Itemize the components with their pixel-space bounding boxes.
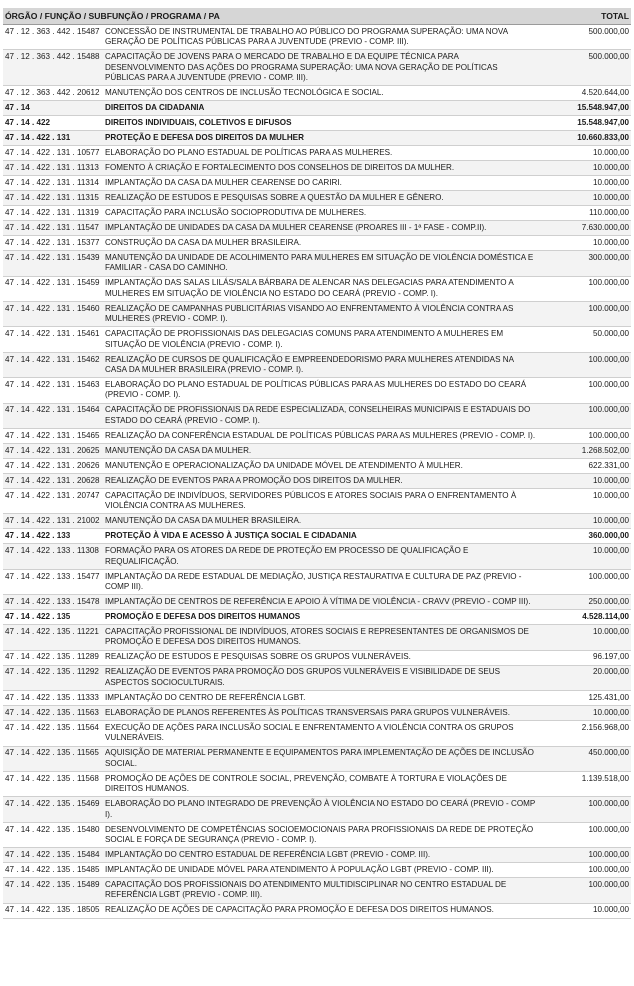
row-description: REALIZAÇÃO DE AÇÕES DE CAPACITAÇÃO PARA PROMOÇÃO E DEFESA DOS DIREITOS HUMANOS.: [103, 903, 539, 918]
row-code: 47 . 14 . 422 . 131 . 11547: [3, 221, 103, 236]
row-total: 100.000,00: [539, 822, 631, 847]
row-total: 110.000,00: [539, 206, 631, 221]
table-row: [3, 544, 631, 569]
table-row: [3, 625, 631, 650]
row-description: IMPLANTAÇÃO DE CENTROS DE REFERÊNCIA E APOIO À VÍTIMA DE VIOLÊNCIA - CRAVV (PREVIO - COMP III).: [103, 595, 539, 610]
row-code: 47 . 14 . 422 . 135 . 15489: [3, 878, 103, 903]
row-code: 47 . 14 . 422 . 131 . 15439: [3, 251, 103, 276]
table-row: [3, 378, 631, 403]
row-total: 250.000,00: [539, 595, 631, 610]
table-row: [3, 327, 631, 352]
table-row: [3, 771, 631, 796]
row-description: IMPLANTAÇÃO DAS SALAS LILÁS/SALA BÁRBARA DE ALENCAR NAS DELEGACIAS PARA ATENDIMENTO A MULHERES EM SITUAÇÃO DE VIOLÊNCIA NO ESTADO DO CEARÁ (PREVIO - COMP. I).: [103, 276, 539, 301]
table-row: [3, 221, 631, 236]
table-row: [3, 650, 631, 665]
row-total: 10.000,00: [539, 706, 631, 721]
row-total: 10.000,00: [539, 625, 631, 650]
table-row: [3, 514, 631, 529]
table-row-group: [3, 101, 631, 116]
row-total: 450.000,00: [539, 746, 631, 771]
row-total: 10.000,00: [539, 161, 631, 176]
table-row: [3, 86, 631, 101]
table-row: [3, 444, 631, 459]
table-row: [3, 848, 631, 863]
row-code: 47 . 14 . 422 . 131 . 15461: [3, 327, 103, 352]
row-code: 47 . 14 . 422 . 131 . 11319: [3, 206, 103, 221]
table-row: [3, 146, 631, 161]
row-code: 47 . 14 . 422 . 131 . 15464: [3, 403, 103, 428]
row-total: 1.139.518,00: [539, 771, 631, 796]
row-description: FORMAÇÃO PARA OS ATORES DA REDE DE PROTEÇÃO EM PROCESSO DE QUALIFICAÇÃO E REQUALIFICAÇÃO.: [103, 544, 539, 569]
table-row: [3, 302, 631, 327]
row-total: 1.268.502,00: [539, 444, 631, 459]
row-code: 47 . 14 . 422 . 135 . 11289: [3, 650, 103, 665]
table-row: [3, 721, 631, 746]
row-description: ELABORAÇÃO DO PLANO ESTADUAL DE POLÍTICAS PÚBLICAS PARA AS MULHERES DO ESTADO DO CEARÁ (PREVIO - COMP. I).: [103, 378, 539, 403]
row-description: FOMENTO À CRIAÇÃO E FORTALECIMENTO DOS CONSELHOS DE DIREITOS DA MULHER.: [103, 161, 539, 176]
row-code: 47 . 14 . 422 . 131 . 11315: [3, 191, 103, 206]
row-total: 4.528.114,00: [539, 610, 631, 625]
table-row: [3, 569, 631, 594]
row-description: EXECUÇÃO DE AÇÕES PARA INCLUSÃO SOCIAL E ENFRENTAMENTO A VIOLÊNCIA CONTRA OS GRUPOS VULNERÁVEIS.: [103, 721, 539, 746]
row-total: 20.000,00: [539, 665, 631, 690]
row-description: REALIZAÇÃO DE ESTUDOS E PESQUISAS SOBRE A QUESTÃO DA MULHER E GÊNERO.: [103, 191, 539, 206]
row-total: 100.000,00: [539, 352, 631, 377]
row-total: 360.000,00: [539, 529, 631, 544]
table-row: [3, 191, 631, 206]
table-row: [3, 161, 631, 176]
table-row-group: [3, 131, 631, 146]
row-description: MANUTENÇÃO E OPERACIONALIZAÇÃO DA UNIDADE MÓVEL DE ATENDIMENTO À MULHER.: [103, 459, 539, 474]
table-row: [3, 176, 631, 191]
row-description: PROTEÇÃO E DEFESA DOS DIREITOS DA MULHER: [103, 131, 539, 146]
table-row: [3, 206, 631, 221]
row-total: 100.000,00: [539, 429, 631, 444]
row-code: 47 . 14 . 422 . 131 . 20625: [3, 444, 103, 459]
row-description: CONSTRUÇÃO DA CASA DA MULHER BRASILEIRA.: [103, 236, 539, 251]
row-total: 15.548.947,00: [539, 101, 631, 116]
row-total: 7.630.000,00: [539, 221, 631, 236]
row-code: 47 . 14 . 422 . 131 . 15459: [3, 276, 103, 301]
row-code: 47 . 14 . 422 . 131 . 15460: [3, 302, 103, 327]
row-description: ELABORAÇÃO DE PLANOS REFERENTES ÀS POLÍTICAS TRANSVERSAIS PARA GRUPOS VULNERÁVEIS.: [103, 706, 539, 721]
row-description: REALIZAÇÃO DE EVENTOS PARA PROMOÇÃO DOS GRUPOS VULNERÁVEIS E VISIBILIDADE DE SEUS ASPECTOS SOCIOCULTURAIS.: [103, 665, 539, 690]
row-description: IMPLANTAÇÃO DO CENTRO ESTADUAL DE REFERÊNCIA LGBT (PREVIO - COMP. III).: [103, 848, 539, 863]
row-code: 47 . 12 . 363 . 442 . 15487: [3, 25, 103, 50]
row-total: 50.000,00: [539, 327, 631, 352]
row-description: AQUISIÇÃO DE MATERIAL PERMANENTE E EQUIPAMENTOS PARA IMPLEMENTAÇÃO DE AÇÕES DE INCLUSÃO SOCIAL.: [103, 746, 539, 771]
row-description: DIREITOS INDIVIDUAIS, COLETIVOS E DIFUSOS: [103, 116, 539, 131]
row-description: MANUTENÇÃO DA CASA DA MULHER.: [103, 444, 539, 459]
table-row: [3, 691, 631, 706]
table-row-group: [3, 116, 631, 131]
row-description: PROMOÇÃO DE AÇÕES DE CONTROLE SOCIAL, PREVENÇÃO, COMBATE À TORTURA E VIOLAÇÕES DE DIREITOS HUMANOS.: [103, 771, 539, 796]
row-code: 47 . 14 . 422 . 133: [3, 529, 103, 544]
table-row-group: [3, 610, 631, 625]
table-row: [3, 746, 631, 771]
row-code: 47 . 14 . 422 . 135 . 18505: [3, 903, 103, 918]
row-code: 47 . 14 . 422 . 133 . 15478: [3, 595, 103, 610]
row-code: 47 . 14 . 422 . 135 . 11564: [3, 721, 103, 746]
header-code-label: ÓRGÃO / FUNÇÃO / SUBFUNÇÃO / PROGRAMA / PA: [3, 8, 539, 25]
row-description: CAPACITAÇÃO DE JOVENS PARA O MERCADO DE TRABALHO E DA EQUIPE TÉCNICA PARA DESENVOLVIMENTO DAS AÇÕES DO PROGRAMA SUPERAÇÃO: UMA NOVA GERAÇÃO DE POLÍTICAS PÚBLICAS PARA A JUVENTUDE (PREVIO - COMP. III).: [103, 50, 539, 86]
row-description: IMPLANTAÇÃO DE UNIDADES DA CASA DA MULHER CEARENSE (PROARES III - 1ª FASE - COMP.II).: [103, 221, 539, 236]
table-row: [3, 822, 631, 847]
row-total: 10.000,00: [539, 514, 631, 529]
table-row: [3, 474, 631, 489]
table-row: [3, 352, 631, 377]
table-row: [3, 251, 631, 276]
row-description: DIREITOS DA CIDADANIA: [103, 101, 539, 116]
row-code: 47 . 14 . 422 . 131 . 20628: [3, 474, 103, 489]
table-body: [3, 25, 631, 919]
row-description: ELABORAÇÃO DO PLANO INTEGRADO DE PREVENÇÃO À VIOLÊNCIA NO ESTADO DO CEARÁ (PREVIO - COMP I).: [103, 797, 539, 822]
row-description: IMPLANTAÇÃO DA CASA DA MULHER CEARENSE DO CARIRI.: [103, 176, 539, 191]
row-total: 2.156.968,00: [539, 721, 631, 746]
row-code: 47 . 14 . 422 . 135 . 11221: [3, 625, 103, 650]
row-description: REALIZAÇÃO DE EVENTOS PARA A PROMOÇÃO DOS DIREITOS DA MULHER.: [103, 474, 539, 489]
row-total: 10.000,00: [539, 903, 631, 918]
row-total: 100.000,00: [539, 403, 631, 428]
table-row: [3, 489, 631, 514]
row-total: 100.000,00: [539, 797, 631, 822]
table-row: [3, 878, 631, 903]
budget-table-container: [3, 8, 631, 919]
row-code: 47 . 14: [3, 101, 103, 116]
row-total: 10.660.833,00: [539, 131, 631, 146]
table-row: [3, 706, 631, 721]
row-description: DESENVOLVIMENTO DE COMPETÊNCIAS SOCIOEMOCIONAIS PARA PROFISSIONAIS DA REDE DE PROTEÇÃO SOCIAL E FORÇA DE SEGURANÇA (PREVIO - COMP. I).: [103, 822, 539, 847]
row-total: 300.000,00: [539, 251, 631, 276]
table-row-group: [3, 529, 631, 544]
row-total: 100.000,00: [539, 302, 631, 327]
row-code: 47 . 14 . 422 . 135 . 11333: [3, 691, 103, 706]
row-total: 100.000,00: [539, 878, 631, 903]
row-description: CAPACITAÇÃO DOS PROFISSIONAIS DO ATENDIMENTO MULTIDISCIPLINAR NO CENTRO ESTADUAL DE REFERÊNCIA LGBT (PREVIO - COMP. III).: [103, 878, 539, 903]
row-description: ELABORAÇÃO DO PLANO ESTADUAL DE POLÍTICAS PARA AS MULHERES.: [103, 146, 539, 161]
row-description: MANUTENÇÃO DA CASA DA MULHER BRASILEIRA.: [103, 514, 539, 529]
row-total: 15.548.947,00: [539, 116, 631, 131]
row-total: 100.000,00: [539, 848, 631, 863]
row-description: REALIZAÇÃO DE CURSOS DE QUALIFICAÇÃO E EMPREENDEDORISMO PARA MULHERES ATENDIDAS NA CASA DA MULHER BRASILEIRA (PREVIO - COMP. I).: [103, 352, 539, 377]
table-row: [3, 863, 631, 878]
row-code: 47 . 14 . 422 . 135 . 15485: [3, 863, 103, 878]
table-row: [3, 797, 631, 822]
table-header-row: [3, 8, 631, 25]
row-total: 4.520.644,00: [539, 86, 631, 101]
row-description: REALIZAÇÃO DA CONFERÊNCIA ESTADUAL DE POLÍTICAS PÚBLICAS PARA AS MULHERES (PREVIO - COMP. I).: [103, 429, 539, 444]
table-row: [3, 50, 631, 86]
row-code: 47 . 12 . 363 . 442 . 15488: [3, 50, 103, 86]
table-row: [3, 903, 631, 918]
row-description: CAPACITAÇÃO DE INDIVÍDUOS, SERVIDORES PÚBLICOS E ATORES SOCIAIS PARA O ENFRENTAMENTO À VIOLÊNCIA CONTRA AS MULHERES.: [103, 489, 539, 514]
row-code: 47 . 14 . 422 . 131 . 15377: [3, 236, 103, 251]
row-description: MANUTENÇÃO DOS CENTROS DE INCLUSÃO TECNOLÓGICA E SOCIAL.: [103, 86, 539, 101]
table-row: [3, 459, 631, 474]
row-total: 100.000,00: [539, 276, 631, 301]
row-code: 47 . 12 . 363 . 442 . 20612: [3, 86, 103, 101]
row-code: 47 . 14 . 422 . 135 . 11565: [3, 746, 103, 771]
table-row: [3, 25, 631, 50]
row-code: 47 . 14 . 422 . 131 . 21002: [3, 514, 103, 529]
row-total: 10.000,00: [539, 176, 631, 191]
row-description: PROMOÇÃO E DEFESA DOS DIREITOS HUMANOS: [103, 610, 539, 625]
row-total: 622.331,00: [539, 459, 631, 474]
row-code: 47 . 14 . 422 . 131 . 15463: [3, 378, 103, 403]
row-total: 10.000,00: [539, 474, 631, 489]
row-total: 100.000,00: [539, 863, 631, 878]
table-row: [3, 403, 631, 428]
row-description: IMPLANTAÇÃO DO CENTRO DE REFERÊNCIA LGBT.: [103, 691, 539, 706]
row-description: CAPACITAÇÃO PROFISSIONAL DE INDIVÍDUOS, ATORES SOCIAIS E REPRESENTANTES DE ORGANISMOS DE PROMOÇÃO E DEFESA DOS DIREITOS HUMANOS.: [103, 625, 539, 650]
table-row: [3, 595, 631, 610]
row-description: PROTEÇÃO À VIDA E ACESSO À JUSTIÇA SOCIAL E CIDADANIA: [103, 529, 539, 544]
row-code: 47 . 14 . 422 . 135 . 11568: [3, 771, 103, 796]
row-total: 100.000,00: [539, 569, 631, 594]
row-total: 10.000,00: [539, 191, 631, 206]
row-code: 47 . 14 . 422 . 131 . 15465: [3, 429, 103, 444]
row-code: 47 . 14 . 422 . 135 . 15480: [3, 822, 103, 847]
row-code: 47 . 14 . 422 . 131: [3, 131, 103, 146]
table-row: [3, 236, 631, 251]
row-total: 10.000,00: [539, 236, 631, 251]
row-total: 500.000,00: [539, 50, 631, 86]
table-row: [3, 276, 631, 301]
row-description: REALIZAÇÃO DE ESTUDOS E PESQUISAS SOBRE OS GRUPOS VULNERÁVEIS.: [103, 650, 539, 665]
row-code: 47 . 14 . 422 . 133 . 11308: [3, 544, 103, 569]
row-code: 47 . 14 . 422 . 131 . 15462: [3, 352, 103, 377]
row-code: 47 . 14 . 422 . 131 . 10577: [3, 146, 103, 161]
row-description: IMPLANTAÇÃO DE UNIDADE MÓVEL PARA ATENDIMENTO À POPULAÇÃO LGBT (PREVIO - COMP. III).: [103, 863, 539, 878]
row-total: 96.197,00: [539, 650, 631, 665]
header-total-label: TOTAL: [539, 8, 631, 25]
row-description: CAPACITAÇÃO DE PROFISSIONAIS DAS DELEGACIAS COMUNS PARA ATENDIMENTO A MULHERES EM SITUAÇÃO DE VIOLÊNCIA (PREVIO - COMP. I).: [103, 327, 539, 352]
row-description: CAPACITAÇÃO DE PROFISSIONAIS DA REDE ESPECIALIZADA, CONSELHEIRAS MUNICIPAIS E ESTADUAIS DO ESTADO DO CEARÁ (PREVIO - COMP. I).: [103, 403, 539, 428]
row-code: 47 . 14 . 422 . 135: [3, 610, 103, 625]
row-description: REALIZAÇÃO DE CAMPANHAS PUBLICITÁRIAS VISANDO AO ENFRENTAMENTO À VIOLÊNCIA CONTRA AS MULHERES (PREVIO - COMP. I).: [103, 302, 539, 327]
row-code: 47 . 14 . 422 . 135 . 15484: [3, 848, 103, 863]
row-total: 10.000,00: [539, 544, 631, 569]
table-row: [3, 429, 631, 444]
row-code: 47 . 14 . 422 . 131 . 11314: [3, 176, 103, 191]
row-description: MANUTENÇÃO DA UNIDADE DE ACOLHIMENTO PARA MULHERES EM SITUAÇÃO DE VIOLÊNCIA DOMÉSTICA E FAMILIAR - CASA DO CAMINHO.: [103, 251, 539, 276]
row-total: 125.431,00: [539, 691, 631, 706]
row-total: 100.000,00: [539, 378, 631, 403]
row-description: IMPLANTAÇÃO DA REDE ESTADUAL DE MEDIAÇÃO, JUSTIÇA RESTAURATIVA E CULTURA DE PAZ (PREVIO - COMP III).: [103, 569, 539, 594]
row-code: 47 . 14 . 422 . 135 . 11292: [3, 665, 103, 690]
table-row: [3, 665, 631, 690]
row-total: 10.000,00: [539, 489, 631, 514]
row-total: 500.000,00: [539, 25, 631, 50]
row-total: 10.000,00: [539, 146, 631, 161]
row-code: 47 . 14 . 422 . 131 . 20747: [3, 489, 103, 514]
row-code: 47 . 14 . 422 . 131 . 20626: [3, 459, 103, 474]
row-description: CONCESSÃO DE INSTRUMENTAL DE TRABALHO AO PÚBLICO DO PROGRAMA SUPERAÇÃO: UMA NOVA GERAÇÃO DE POLÍTICAS PÚBLICAS PARA A JUVENTUDE (PREVIO - COMP. III).: [103, 25, 539, 50]
row-description: CAPACITAÇÃO PARA INCLUSÃO SOCIOPRODUTIVA DE MULHERES.: [103, 206, 539, 221]
row-code: 47 . 14 . 422 . 135 . 15469: [3, 797, 103, 822]
row-code: 47 . 14 . 422 . 135 . 11563: [3, 706, 103, 721]
row-code: 47 . 14 . 422 . 133 . 15477: [3, 569, 103, 594]
row-code: 47 . 14 . 422: [3, 116, 103, 131]
budget-table: [3, 8, 631, 919]
row-code: 47 . 14 . 422 . 131 . 11313: [3, 161, 103, 176]
